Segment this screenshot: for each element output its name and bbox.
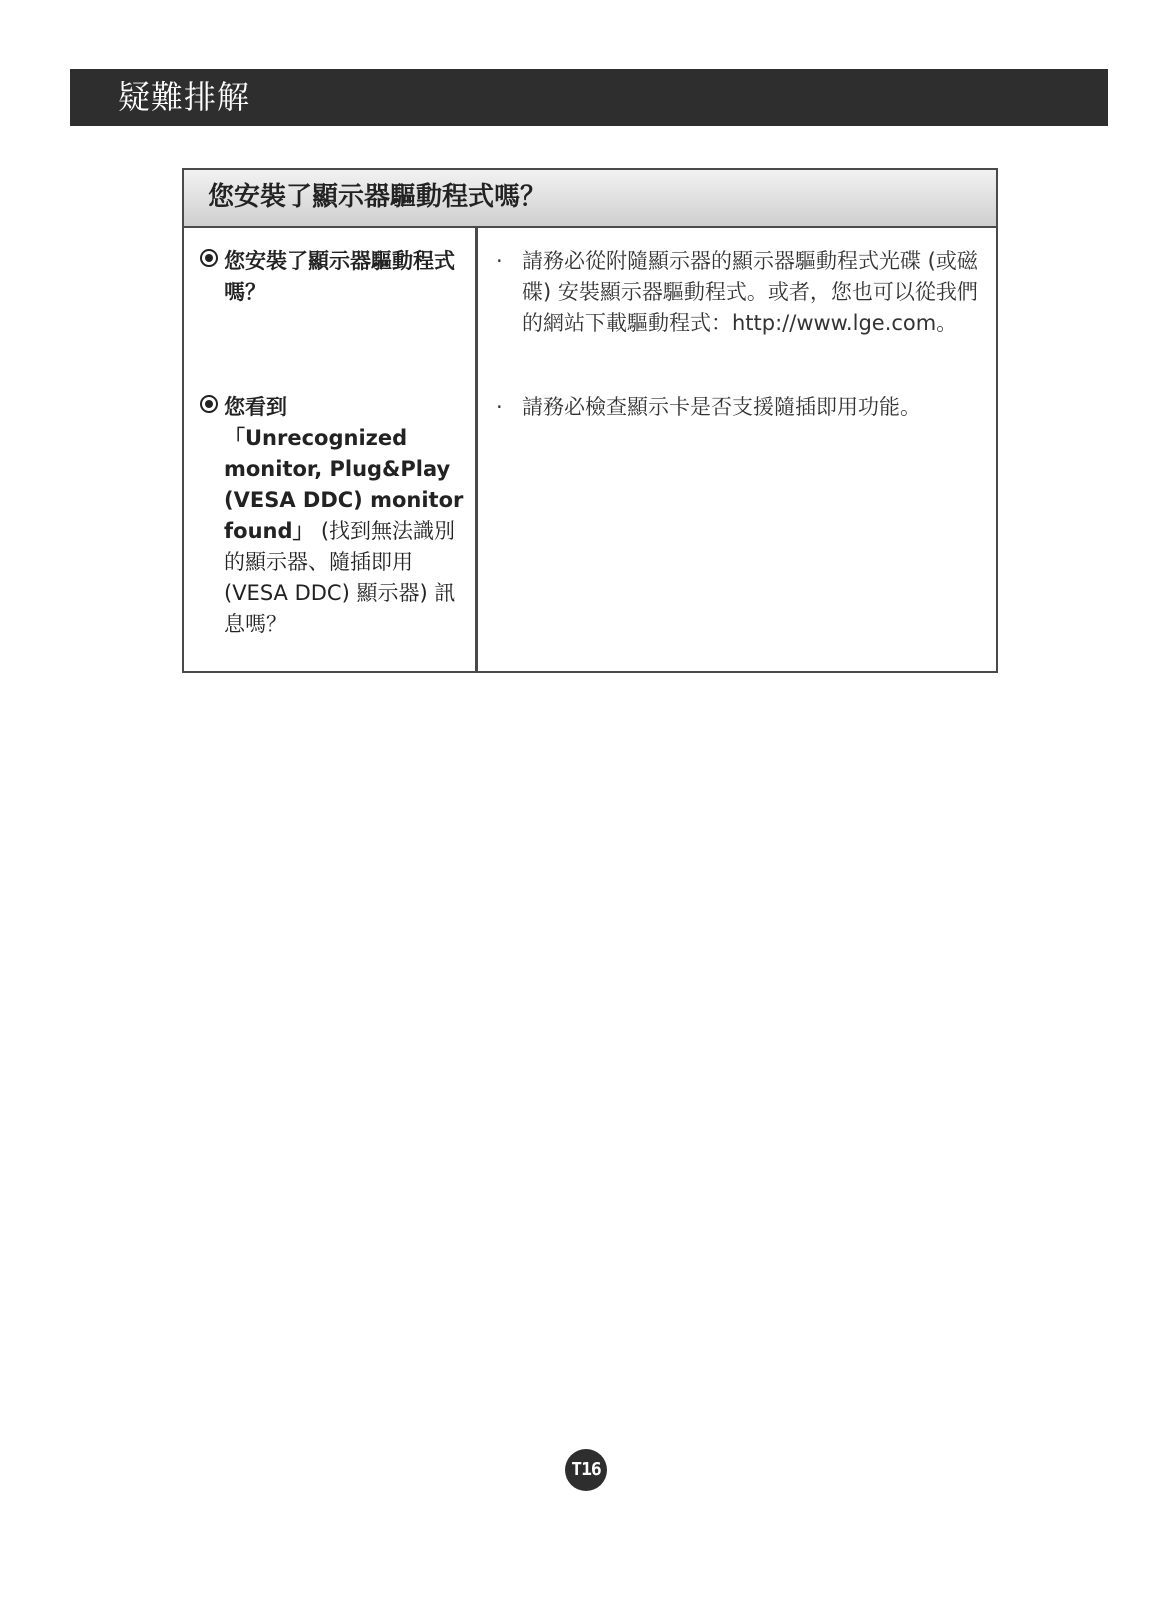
answer-item xyxy=(496,246,986,339)
answer-text: 請務必檢查顯示卡是否支援隨插即用功能。 xyxy=(522,395,921,419)
troubleshooting-panel xyxy=(182,168,998,673)
answer-text: 請務必從附隨顯示器的顯示器驅動程式光碟 (或磁碟) 安裝顯示器驅動程式。或者，您也可以從我們的網站下載驅動程式：http://www.lge.com。 xyxy=(522,249,978,335)
question-translation: (找到無法識別的顯示器、隨插即用 (VESA DDC) 顯示器) 訊息嗎？ xyxy=(224,519,456,636)
question-prefix: 您看到 xyxy=(224,395,287,419)
question-text xyxy=(224,392,468,640)
question-message: 「Unrecognized monitor, Plug&Play (VESA DDC) monitor found」 xyxy=(224,426,464,543)
column-divider xyxy=(475,228,478,671)
panel-title: 您安裝了顯示器驅動程式嗎？ xyxy=(208,182,547,212)
question-item xyxy=(200,392,468,640)
answer-item xyxy=(496,392,986,423)
page-number-badge: T16 xyxy=(565,1449,607,1491)
bullet-dot-icon: · xyxy=(496,249,503,273)
radio-bullet-icon xyxy=(200,249,218,267)
question-item xyxy=(200,246,468,308)
section-title: 疑難排解 xyxy=(118,78,251,116)
section-header xyxy=(70,69,1108,126)
question-text: 您安裝了顯示器驅動程式嗎？ xyxy=(224,249,455,304)
bullet-dot-icon: · xyxy=(496,395,503,419)
radio-bullet-icon xyxy=(200,395,218,413)
panel-header xyxy=(184,170,996,228)
